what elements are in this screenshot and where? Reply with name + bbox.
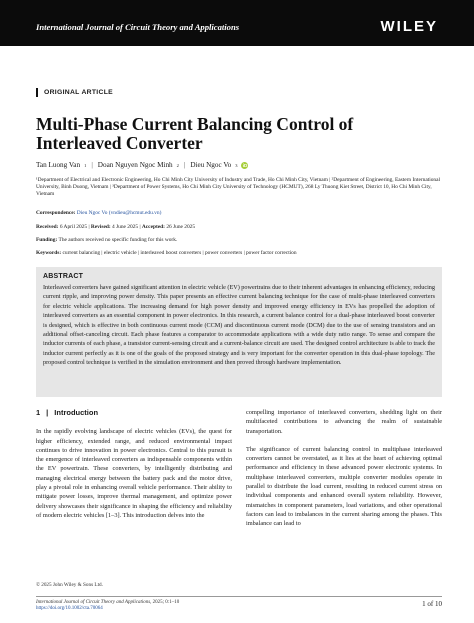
author-name: Dieu Ngoc Vo bbox=[190, 161, 232, 169]
keywords-label: Keywords: bbox=[36, 250, 62, 256]
author-separator: | bbox=[91, 161, 93, 169]
keywords-text: current balancing | electric vehicle | interleaved boost converters | power converters | power factor correction bbox=[62, 250, 297, 256]
dates-separator: | bbox=[88, 224, 90, 230]
section-heading bbox=[36, 408, 232, 417]
author-separator: | bbox=[183, 161, 186, 169]
author-name: Doan Nguyen Ngoc Minh bbox=[97, 161, 173, 169]
received-date: 6 April 2025 bbox=[59, 224, 88, 230]
revised-label: Revised: bbox=[90, 224, 111, 230]
accepted-date: 26 June 2025 bbox=[166, 224, 196, 230]
body-paragraph: In the rapidly evolving landscape of electric vehicles (EVs), the quest for higher efficiency, extended range, and reduced environmental impact continues to drive innovation in power electronics. Central to this pursuit is the emergence of interleaved converters as indispensable components within the EV powertrain. These converters, by intelligently distributing and managing electrical energy between the battery pack and the motor drive, play a pivotal role in enhancing overall vehicle performance. Their ability to mitigate power losses, improve thermal management, and optimize power delivery showcases their significance in shaping the efficiency and reliability of modern electric vehicles [1–3]. This introduction delves into the bbox=[36, 428, 232, 519]
section-title: Introduction bbox=[54, 408, 99, 417]
right-column bbox=[246, 408, 442, 529]
journal-header-bar bbox=[0, 0, 474, 46]
article-type bbox=[36, 88, 113, 97]
author-name: Tan Luong Van bbox=[36, 161, 81, 169]
citation-journal: International Journal of Circuit Theory and Applications, bbox=[36, 599, 152, 605]
citation-volume: 2025; 0:1–10 bbox=[151, 599, 180, 605]
author-affil-marker: 3 bbox=[235, 162, 238, 168]
orcid-icon[interactable]: iD bbox=[242, 162, 248, 168]
page-number: 1 of 10 bbox=[422, 599, 442, 608]
keywords bbox=[36, 250, 442, 257]
journal-name: International Journal of Circuit Theory and Applications bbox=[36, 22, 240, 32]
section-separator: | bbox=[46, 408, 49, 417]
article-type-marker bbox=[36, 88, 38, 97]
author-affil-marker: 2 bbox=[176, 162, 179, 168]
article-type-label: ORIGINAL ARTICLE bbox=[44, 89, 113, 96]
page-footer bbox=[36, 582, 442, 613]
abstract-heading: ABSTRACT bbox=[43, 273, 84, 280]
correspondence bbox=[36, 210, 442, 217]
paper-title: Multi-Phase Current Balancing Control of Interleaved Converter bbox=[36, 114, 354, 153]
author-affil-marker: 1 bbox=[84, 162, 87, 168]
accepted-label: Accepted: bbox=[141, 224, 165, 230]
doi-link[interactable]: https://doi.org/10.1002/cta.70064 bbox=[36, 606, 103, 612]
body-paragraph: compelling importance of interleaved converters, shedding light on their multifaceted contributions to advancing the realm of sustainable transportation. bbox=[246, 409, 442, 435]
publisher-logo: WILEY bbox=[380, 18, 438, 35]
funding-label: Funding: bbox=[36, 237, 58, 243]
received-label: Received: bbox=[36, 224, 59, 230]
revised-date: 4 June 2025 bbox=[112, 224, 139, 230]
abstract-box bbox=[36, 267, 442, 397]
footer-divider bbox=[36, 596, 442, 597]
dates-separator: | bbox=[139, 224, 141, 230]
article-dates bbox=[36, 224, 442, 231]
correspondence-email-link[interactable]: Dieu Ngoc Vo (vndieu@hcmut.edu.vn) bbox=[76, 210, 162, 216]
abstract-text: Interleaved converters have gained significant attention in electric vehicle (EV) powertrains due to their inherent advantages in enhancing efficiency, reducing current ripple, and improving power density. This paper presents an effective current balancing technique for the case of multi-phase interleaved converters for electric vehicle applications. The increasing demand for high power density and improved energy efficiency in EVs has propelled the adoption of interleaved converters as an essential component in power electronics. In this research, a current balance control for a dual-phase interleaved boost converter is designed, which is effective in both continuous current mode (CCM) and discontinuous current mode (DCM) due to the use of sensing transistors and an additional offset-canceling circuit. Each phase features a comparator to accommodate applications with a wide duty ratio range. To sense and compare the inductor currents of each phase, a transistor current-sensing circuit and a current-balance circuit are used. The designed control architecture is able to track the inductor current perfectly as it is one of the goals of the proposed strategy and is very important for the converter operation in this dual-phase topology. The proposed control technique is verified in the simulation environment and then proved through hardware implementation. bbox=[43, 284, 435, 367]
funding-text: The authors received no specific funding for this work. bbox=[58, 237, 178, 243]
citation bbox=[36, 600, 179, 613]
left-column bbox=[36, 408, 232, 520]
author-list bbox=[36, 161, 248, 169]
body-paragraph: The significance of current balancing control in multiphase interleaved converters cannot be overstated, as it lies at the heart of achieving optimal performance and efficiency in these advanced power electronic systems. In multiphase interleaved converters, multiple converter modules operate in parallel to distribute the load current, resulting in reduced current stress on individual components and enhanced overall system reliability. However, mismatches in component parameters, load variations, and other operational factors can lead to imbalances in the current sharing among the phases. This imbalance can lead to bbox=[246, 445, 442, 528]
funding bbox=[36, 237, 442, 244]
correspondence-label: Correspondence: bbox=[36, 210, 76, 216]
footer-line bbox=[36, 600, 442, 613]
affiliations: ¹Department of Electrical and Electronic Engineering, Ho Chi Minh City University of Industry and Trade, Ho Chi Minh City, Vietnam | ²Department of Engineering, Eastern International University, Binh Duong, Vietnam | ³Department of Power Systems, Ho Chi Minh City University of Technology (HCMUT), 268 Ly Thuong Kiet Street, District 10, Ho Chi Minh City, Vietnam bbox=[36, 177, 440, 197]
copyright: © 2025 John Wiley & Sons Ltd. bbox=[36, 582, 103, 588]
section-number: 1 bbox=[36, 408, 41, 417]
